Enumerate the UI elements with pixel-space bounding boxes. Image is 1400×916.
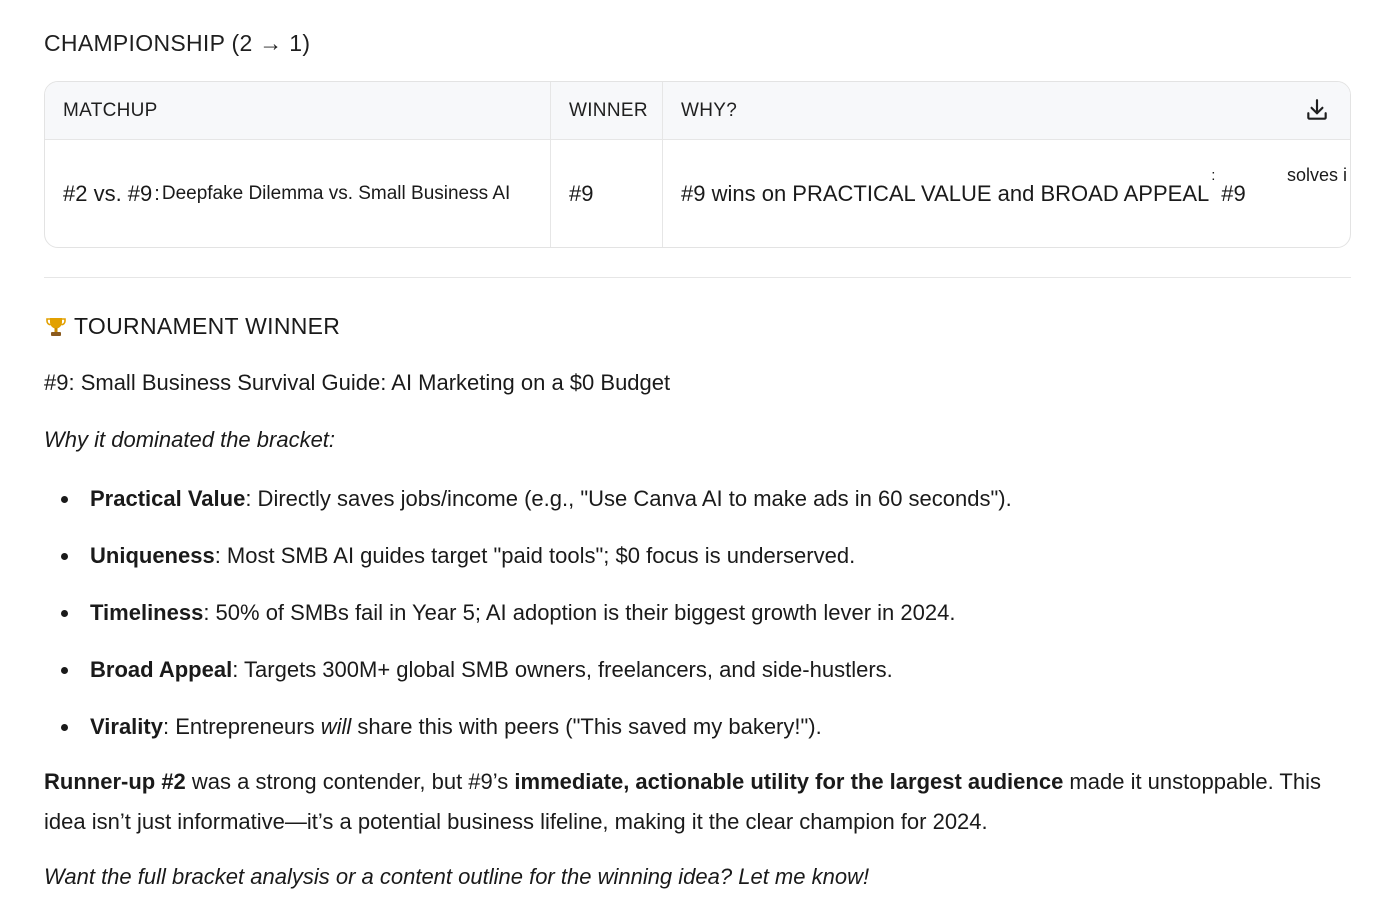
why-colon: : [1211,167,1216,184]
reason-label: Practical Value [90,486,246,511]
runner-text-2: made it unstoppable. This idea isn’t just informative—it’s a potential business lifeline, making it the clear champion for 2024. [44,769,1321,834]
reason-label: Uniqueness [90,543,215,568]
reason-emphasis: will [320,714,352,739]
download-icon[interactable] [1302,95,1332,125]
header-why [663,82,1350,139]
runner-bold-1: Runner-up #2 [44,769,186,794]
table-header [45,82,1350,140]
winner-name: #9: Small Business Survival Guide: AI Marketing on a $0 Budget [44,370,671,395]
reason-text: : Directly saves jobs/income (e.g., "Use Canva AI to make ads in 60 seconds"). [245,486,1012,511]
runner-bold-2: immediate, actionable utility for the largest audience [514,769,1064,794]
closing-question: Want the full bracket analysis or a content outline for the winning idea? Let me know! [44,864,870,889]
reason-text: : 50% of SMBs fail in Year 5; AI adoption is their biggest growth lever in 2024. [203,600,956,625]
trophy-icon [44,315,68,339]
cell-why [663,140,1350,248]
divider [44,277,1351,278]
section-title: CHAMPIONSHIP (2 → 1) [44,30,311,56]
why-extra [1211,167,1246,207]
header-matchup: MATCHUP [45,82,551,139]
reasons-list [44,470,1012,755]
list-item [44,641,1012,698]
table-row [45,140,1350,248]
list-item [44,584,1012,641]
reason-text: : Most SMB AI guides target "paid tools"; $0 focus is underserved. [214,543,856,568]
tournament-winner-title: TOURNAMENT WINNER [74,313,341,339]
matchup-sep: : [154,182,160,205]
reason-label: Timeliness [90,600,204,625]
list-item [44,527,1012,584]
why-heading: Why it dominated the bracket: [44,427,336,452]
tournament-winner-heading [44,313,340,340]
reason-text: : Targets 300M+ global SMB owners, freelancers, and side-hustlers. [232,657,893,682]
runner-text-1: was a strong contender, but #9’s [185,769,515,794]
header-why-label: WHY? [681,99,738,121]
why-overflow: solves i [1287,165,1348,185]
matchup-desc: Deepfake Dilemma vs. Small Business AI [161,183,511,204]
reason-text: : Entrepreneurs [162,714,321,739]
matchup-ids: #2 vs. #9 [63,181,153,206]
reason-label: Virality [90,714,163,739]
championship-table [44,81,1351,248]
reason-label: Broad Appeal [90,657,233,682]
list-item [44,698,1012,755]
cell-matchup [45,140,551,248]
runner-up-paragraph [44,762,1344,842]
why-main: #9 wins on PRACTICAL VALUE and BROAD APPEAL [681,181,1210,206]
cell-winner: #9 [551,140,663,248]
header-winner: WINNER [551,82,663,139]
list-item [44,470,1012,527]
reason-text: share this with peers ("This saved my bakery!"). [351,714,822,739]
why-id: #9 [1221,181,1246,206]
